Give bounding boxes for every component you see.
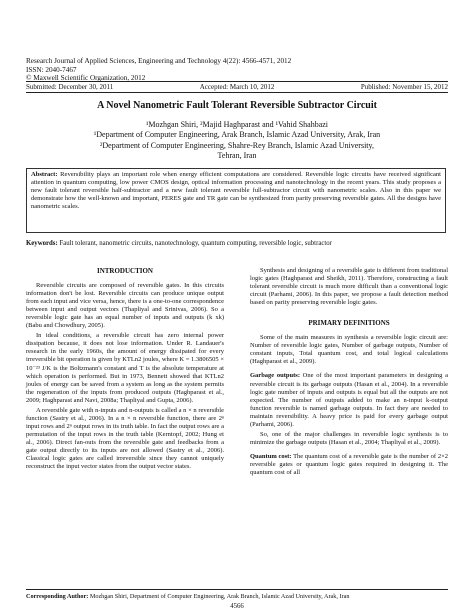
keywords-label: Keywords: — [26, 240, 58, 247]
intro-paragraph-1: Reversible circuits are composed of reversible gates. In this circuits information don't be lost. Reversible circuits can produce unique output from each input and vice versa, hence, there is a one-to-one correspondence between input and output vectors (Thapliyal and Srinivas, 2006). So a reversible logic gate has an equal number of inputs and outputs (k xk) (Babu and Chowdhury, 2005). — [26, 282, 224, 330]
accepted-date: Accepted: March 10, 2012 — [199, 83, 275, 91]
header-rule-top — [26, 81, 448, 82]
definitions-paragraph-1: Some of the main measures in synthesis a reversible logic circuit are: Number of reversible logic gates, Number of garbage outputs, Number of constant inputs, Total quantum cost, and total logical calculations (Haghparast et al., 2009). — [250, 334, 448, 366]
published-date: Published: November 15, 2012 — [360, 83, 448, 91]
corresponding-author-text: Mozhgan Shiri, Department of Computer Engineering, Arak Branch, Islamic Azad University, Arak, Iran — [88, 593, 350, 600]
keywords — [26, 240, 448, 248]
journal-header — [26, 57, 291, 83]
garbage-outputs-label: Garbage outputs: — [250, 372, 300, 380]
garbage-outputs-paragraph — [250, 372, 448, 428]
affiliation-1: ¹Department of Computer Engineering, Arak Branch, Islamic Azad University, Arak, Iran — [93, 130, 381, 140]
keywords-text: Fault tolerant, nanometric circuits, nanotechnology, quantum computing, reversible logic, subtractor — [57, 240, 332, 247]
abstract-box — [26, 168, 446, 233]
intro-paragraph-3: A reversible gate with n-inputs and n-outputs is called a n × n reversible function (Sastry et al., 2006). In a n × n reversible function, there are 2ⁿ input rows and 2ⁿ output rows in its truth table. In fact the output rows are a permutation of the input rows in the truth table (Kerntopf, 2002; Hung et al., 2006). Direct fan-outs from the reversible gate and feedbacks from a gate output directly to its inputs are not allowed (Sastry et al., 2006). Classical logic gates are called irreversible since they cannot uniquely reconstruct the input vector states from the output vector states. — [26, 406, 224, 471]
intro-paragraph-2: In ideal conditions, a reversible circuit has zero internal power dissipation because, it does not lose information. Under R. Landauer's research in the early 1960s, the amount of energy dissipated for every irreversible bit operation is given by KTLn2 joules, where K = 1.3806505 × 10⁻²³ J/K is the Boltzmann's constant and T is the absolute temperature at which operation is performed. But in 1973, Bennett showed that KTLn2 joules of energy can be saved from a system as long as the system permits the regeneration of the inputs from produced outputs (Haghparast et al., 2009; Haghparast and Navi, 2008a; Thapliyal and Gupta, 2006). — [26, 332, 224, 404]
header-rule-bottom — [26, 92, 448, 93]
affiliation-2: ²Department of Computer Engineering, Shahre-Rey Branch, Islamic Azad University, — [99, 140, 375, 150]
corresponding-author — [26, 593, 448, 600]
quantum-cost-paragraph — [250, 453, 448, 477]
right-column — [250, 267, 448, 479]
author-names: ¹Mozhgan Shiri, ²Majid Haghparast and ¹Vahid Shahbazi — [145, 120, 329, 129]
affiliation-2-city: Tehran, Iran — [217, 151, 257, 161]
abstract-label: Abstract: — [31, 171, 58, 178]
intro-paragraph-4: Synthesis and designing of a reversible gate is different from traditional logic gates (Haghparast and Sheikh, 2011). Therefore, constructing a fault tolerant reversible circuit is much more difficult than a conventional logic circuit (Parhami, 2006). In this paper, we propose a fault detection method based on parity preserving reversible logic gates. — [250, 267, 448, 307]
section-heading-introduction: INTRODUCTION — [96, 267, 153, 275]
dates-line — [26, 83, 448, 91]
quantum-cost-label: Quantum cost: — [250, 452, 292, 460]
submitted-date: Submitted: December 30, 2011 — [26, 83, 114, 91]
abstract-text: Reversibility plays an important role when energy efficient computations are considered. Reversible logic circuits have received significant attention in quantum computing, low power CMOS design, optical information processing and nanotechnology in the recent years. This study proposes a new fault tolerant reversible half-subtractor and a new fault tolerant reversible full-subtractor circuit with nanometric scales. Also in this paper we demonstrate how the well-known and important, PERES gate and TR gate can be synthesized from parity preserving reversible gates. All the designs have nanometric scales. — [31, 171, 441, 211]
corresponding-author-label: Corresponding Author: — [26, 593, 89, 600]
page-number: 4566 — [230, 603, 244, 610]
quantum-cost-text: The quantum cost of a reversible gate is the number of 2×2 reversible gates or quantum logic gates required in designing it. The quantum cost of all — [250, 452, 448, 476]
issn: ISSN: 2040-7467 — [26, 65, 77, 74]
copyright: © Maxwell Scientific Organization, 2012 — [26, 74, 146, 83]
left-column — [26, 267, 224, 473]
paper-title: A Novel Nanometric Fault Tolerant Reversible Subtractor Circuit — [97, 100, 377, 111]
journal-citation: Research Journal of Applied Sciences, Engineering and Technology 4(22): 4566-4571, 2012 — [26, 57, 292, 65]
footer-rule — [26, 589, 448, 590]
definitions-paragraph-2: So, one of the major challenges in reversible logic synthesis is to minimize the garbage outputs (Hasan et al., 2004; Thapliyal et al., 2009). — [250, 430, 448, 446]
section-heading-primary-definitions: PRIMARY DEFINITIONS — [308, 319, 390, 328]
author-block — [26, 120, 448, 162]
garbage-outputs-text: One of the most important parameters in designing a reversible circuit is its garbage outputs (Hasan et al., 2004). In a reversible logic gate number of inputs and outputs is equal but all the outputs are not expected. The number of outputs added to make an n-input k-output function reversible is named garbage outputs. In fact they are needed to maintain reversibility. A heavy price is paid for every garbage output (Parhami, 2006). — [250, 372, 449, 428]
